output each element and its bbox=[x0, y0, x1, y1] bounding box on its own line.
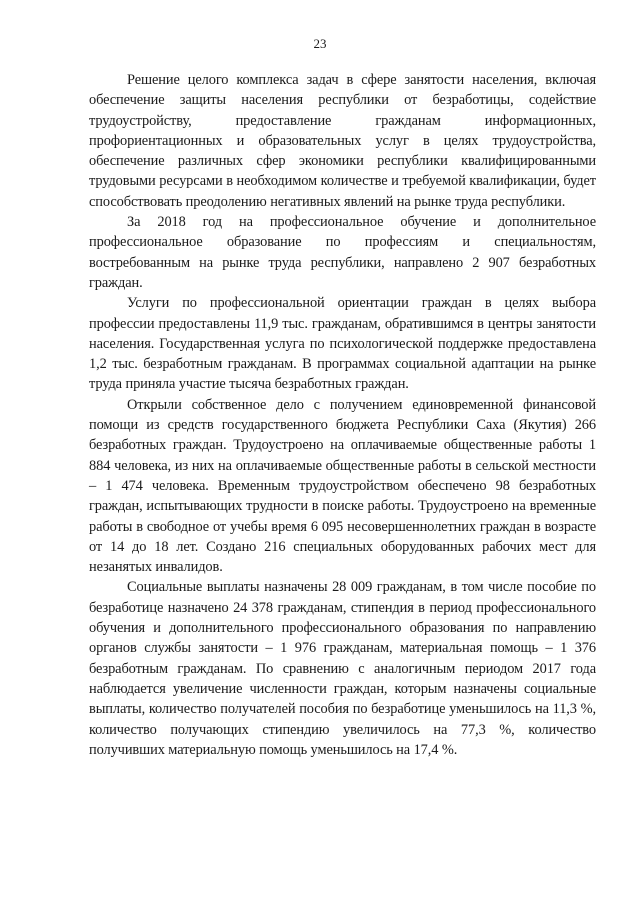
paragraph-employment-tasks: Решение целого комплекса задач в сфере занятости населения, включая обеспечение защиты населения республики от безработицы, содействие трудоустройству, предоставление гражданам информационных, профориентационных и образовательных услуг в целях трудоустройства, обеспечение различных сфер экономики республики квалифицированными трудовыми ресурсами в необходимом количестве и требуемой квалификации, будет способствовать преодолению негативных явлений на рынке труда республики. bbox=[89, 72, 596, 210]
paragraph-self-employment-and-works: Открыли собственное дело с получением единовременной финансовой помощи из средств государственного бюджета Республики Саха (Якутия) 266 безработных граждан. Трудоустроено на оплачиваемые общественные работы 1 884 человека, из них на оплачиваемые общественные работы в сельской местности – 1 474 человека. Временным трудоустройством обеспечено 98 безработных граждан, испытывающих трудности в поиске работы. Трудоустроено на временные работы в свободное от учебы время 6 095 несовершеннолетних граждан в возрасте от 14 до 18 лет. Создано 216 специальных оборудованных рабочих мест для незанятых инвалидов. bbox=[89, 396, 596, 576]
document-body bbox=[89, 70, 596, 760]
paragraph-social-payments: Социальные выплаты назначены 28 009 гражданам, в том числе пособие по безработице назначено 24 378 гражданам, стипендия в период профессионального обучения и дополнительного профессионального образования по направлению органов службы занятости – 1 976 гражданам, материальная помощь – 1 376 безработным гражданам. По сравнению с аналогичным периодом 2017 года наблюдается увеличение численности граждан, которым назначены социальные выплаты, количество получателей пособия по безработице уменьшилось на 11,3 %, количество получающих стипендию увеличилось на 77,3 %, количество получивших материальную помощь уменьшилось на 17,4 %. bbox=[89, 579, 596, 758]
paragraph-career-guidance: Услуги по профессиональной ориентации граждан в целях выбора профессии предоставлены 11,9 тыс. гражданам, обратившимся в центры занятости населения. Государственная услуга по психологической поддержке предоставлена 1,2 тыс. безработным гражданам. В программах социальной адаптации на рынке труда приняла участие тысяча безработных граждан. bbox=[89, 295, 596, 393]
paragraph-vocational-training: За 2018 год на профессиональное обучение и дополнительное профессиональное образование по профессиям и специальностям, востребованным на рынке труда республики, направлено 2 907 безработных граждан. bbox=[89, 214, 596, 291]
page-number: 23 bbox=[313, 36, 327, 51]
